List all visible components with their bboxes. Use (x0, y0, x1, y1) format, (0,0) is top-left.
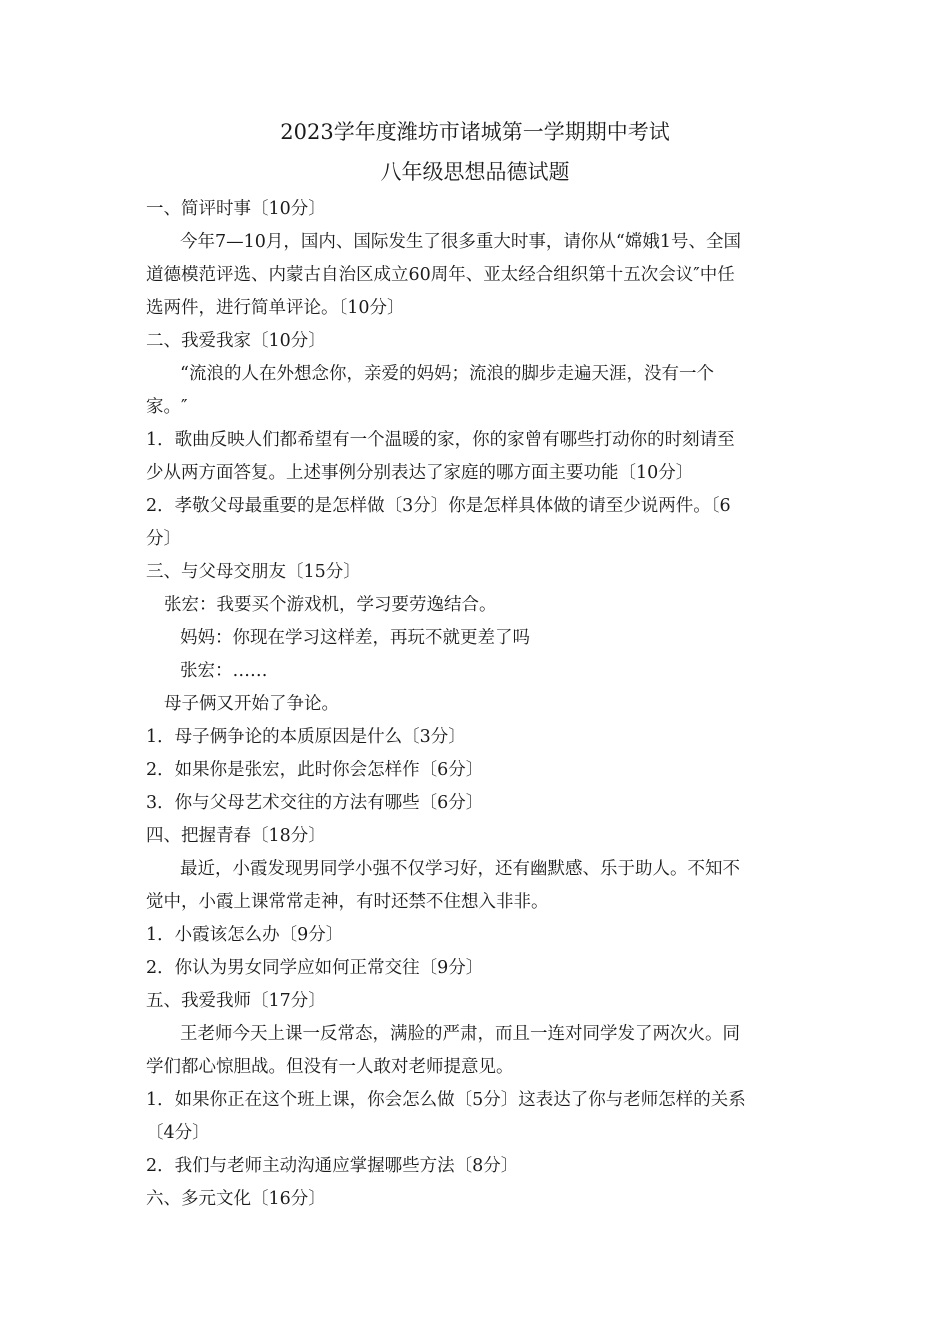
paragraph-line: 道德模范评选、内蒙古自治区成立60周年、亚太经合组织第十五次会议″中任 (146, 265, 735, 285)
paragraph-line: “流浪的人在外想念你，亲爱的妈妈；流浪的脚步走遍天涯，没有一个 (180, 364, 714, 384)
question-line: 1．小霞该怎么办〔9分〕 (146, 925, 344, 945)
section-heading-1: 一、简评时事〔10分〕 (146, 199, 326, 219)
paragraph-line: 母子俩又开始了争论。 (164, 694, 339, 714)
section-heading-6: 六、多元文化〔16分〕 (146, 1189, 326, 1209)
dialogue-line: 张宏：…… (180, 661, 268, 681)
paragraph-line: 学们都心惊胆战。但没有一人敢对老师提意见。 (146, 1057, 514, 1077)
dialogue-line: 张宏：我要买个游戏机，学习要劳逸结合。 (164, 595, 497, 615)
question-line: 2．我们与老师主动沟通应掌握哪些方法〔8分〕 (146, 1156, 519, 1176)
document-title: 2023学年度潍坊市诸城第一学期期中考试 (280, 120, 670, 144)
question-line: 〔4分〕 (146, 1123, 210, 1143)
question-line: 1．如果你正在这个班上课，你会怎么做〔5分〕这表达了你与老师怎样的关系 (146, 1090, 746, 1110)
paragraph-line: 今年7—10月，国内、国际发生了很多重大时事，请你从“嫦娥1号、全国 (180, 232, 741, 252)
paragraph-line: 王老师今天上课一反常态，满脸的严肃，而且一连对同学发了两次火。同 (180, 1024, 740, 1044)
section-heading-2: 二、我爱我家〔10分〕 (146, 331, 326, 351)
question-line: 1．母子俩争论的本质原因是什么〔3分〕 (146, 727, 466, 747)
dialogue-line: 妈妈：你现在学习这样差，再玩不就更差了吗 (180, 628, 530, 648)
question-line: 2．如果你是张宏，此时你会怎样作〔6分〕 (146, 760, 484, 780)
document-subtitle: 八年级思想品德试题 (380, 160, 570, 184)
question-line: 3．你与父母艺术交往的方法有哪些〔6分〕 (146, 793, 484, 813)
question-line: 少从两方面答复。上述事例分别表达了家庭的哪方面主要功能〔10分〕 (146, 463, 694, 483)
paragraph-line: 觉中，小霞上课常常走神，有时还禁不住想入非非。 (146, 892, 549, 912)
question-line: 分〕 (146, 529, 181, 549)
section-heading-3: 三、与父母交朋友〔15分〕 (146, 562, 361, 582)
section-heading-4: 四、把握青春〔18分〕 (146, 826, 326, 846)
paragraph-line: 选两件，进行简单评论。〔10分〕 (146, 298, 405, 318)
paragraph-line: 最近，小霞发现男同学小强不仅学习好，还有幽默感、乐于助人。不知不 (180, 859, 740, 879)
section-heading-5: 五、我爱我师〔17分〕 (146, 991, 326, 1011)
question-line: 1．歌曲反映人们都希望有一个温暖的家，你的家曾有哪些打动你的时刻请至 (146, 430, 735, 450)
paragraph-line: 家。″ (146, 397, 188, 417)
question-line: 2．你认为男女同学应如何正常交往〔9分〕 (146, 958, 484, 978)
question-line: 2．孝敬父母最重要的是怎样做〔3分〕你是怎样具体做的请至少说两件。〔6 (146, 496, 731, 516)
